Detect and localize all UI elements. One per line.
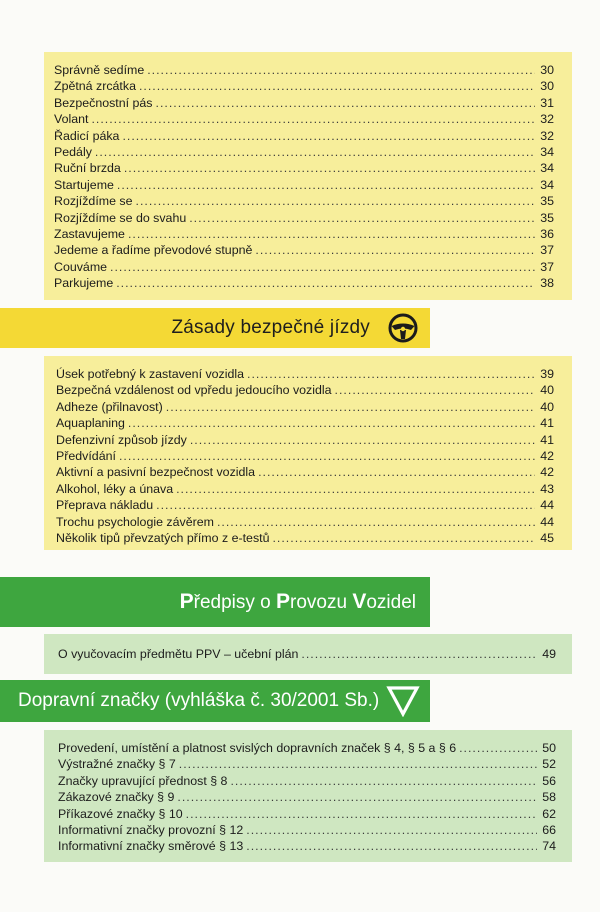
section-band-ppv xyxy=(0,577,430,627)
toc-entry xyxy=(56,530,554,546)
toc-entry xyxy=(56,481,554,497)
toc-entry xyxy=(54,177,554,193)
toc-entry-page: 56 xyxy=(542,773,556,788)
toc-list-ppv xyxy=(58,646,556,662)
section-title-safe-driving: Zásady bezpečné jízdy xyxy=(171,317,370,338)
toc-entry-title: Bezpečná vzdálenost od vpředu jedoucího vozidla xyxy=(56,383,332,398)
toc-dot-leader xyxy=(95,144,535,160)
toc-entry-page: 43 xyxy=(540,481,554,496)
toc-entry-title: Ruční brzda xyxy=(54,161,121,176)
toc-entry-page: 36 xyxy=(540,226,554,241)
toc-entry xyxy=(56,399,554,415)
toc-dot-leader xyxy=(124,160,535,176)
toc-entry xyxy=(54,95,554,111)
toc-entry-title: Předvídání xyxy=(56,448,116,463)
toc-entry-page: 66 xyxy=(542,822,556,837)
toc-dot-leader xyxy=(122,128,535,144)
toc-entry-title: Couváme xyxy=(54,259,108,274)
toc-entry-page: 31 xyxy=(540,95,554,110)
toc-entry-page: 45 xyxy=(540,530,554,545)
warning-triangle-icon xyxy=(386,685,420,717)
toc-entry xyxy=(54,144,554,160)
toc-entry xyxy=(54,259,554,275)
toc-entry-title: Přeprava nákladu xyxy=(56,498,154,513)
toc-entry-title: Příkazové značky § 10 xyxy=(58,806,183,821)
toc-entry-title: Defenzivní způsob jízdy xyxy=(56,432,187,447)
toc-entry xyxy=(54,193,554,209)
toc-entry-title: Zákazové značky § 9 xyxy=(58,790,175,805)
toc-entry-page: 34 xyxy=(540,177,554,192)
toc-entry-title: Řadicí páka xyxy=(54,128,120,143)
toc-entry-page: 35 xyxy=(540,210,554,225)
toc-entry-title: Zastavujeme xyxy=(54,226,125,241)
toc-entry-page: 30 xyxy=(540,79,554,94)
toc-entry-title: Rozjíždíme se do svahu xyxy=(54,210,187,225)
section-title-ppv-part: V xyxy=(352,590,367,613)
toc-entry xyxy=(54,111,554,127)
toc-entry-title: Adheze (přilnavost) xyxy=(56,399,163,414)
toc-dot-leader xyxy=(186,806,537,822)
toc-entry-title: Aktivní a pasivní bezpečnost vozidla xyxy=(56,465,256,480)
toc-dot-leader xyxy=(230,773,537,789)
section-band-traffic-signs xyxy=(0,680,430,722)
toc-entry-page: 35 xyxy=(540,194,554,209)
toc-entry-page: 50 xyxy=(542,741,556,755)
toc-entry-title: Provedení, umístění a platnost svislých dopravních značek § 4, § 5 a § 6 xyxy=(58,741,457,755)
toc-dot-leader xyxy=(166,399,535,415)
toc-dot-leader xyxy=(176,481,535,497)
toc-dot-leader xyxy=(246,822,537,838)
toc-entry xyxy=(54,62,554,78)
toc-entry-title: Informativní značky směrové § 13 xyxy=(58,839,244,854)
toc-entry-title: Informativní značky provozní § 12 xyxy=(58,822,244,837)
toc-dot-leader xyxy=(272,530,535,546)
toc-entry-page: 41 xyxy=(540,432,554,447)
toc-entry-title: Výstražné značky § 7 xyxy=(58,757,176,772)
toc-dot-leader xyxy=(255,242,535,258)
toc-entry-page: 40 xyxy=(540,399,554,414)
toc-entry-title: Aquaplaning xyxy=(56,416,125,431)
toc-dot-leader xyxy=(156,95,535,111)
toc-dot-leader xyxy=(258,464,535,480)
toc-entry-page: 32 xyxy=(540,112,554,127)
toc-entry-page: 38 xyxy=(540,276,554,291)
toc-dot-leader xyxy=(119,448,535,464)
toc-entry-title: Volant xyxy=(54,112,89,127)
toc-entry-page: 44 xyxy=(540,514,554,529)
toc-dot-leader xyxy=(190,432,535,448)
toc-entry-page: 52 xyxy=(542,757,556,772)
steering-wheel-icon xyxy=(388,313,418,343)
toc-entry-page: 34 xyxy=(540,161,554,176)
toc-entry xyxy=(58,756,556,772)
toc-entry xyxy=(56,432,554,448)
toc-entry-page: 42 xyxy=(540,465,554,480)
toc-entry xyxy=(58,806,556,822)
toc-entry xyxy=(54,78,554,94)
toc-entry-title: Několik tipů převzatých přímo z e-testů xyxy=(56,530,270,545)
toc-dot-leader xyxy=(301,646,537,662)
toc-entry xyxy=(58,822,556,838)
section-title-ppv-part: ozidel xyxy=(366,592,416,613)
toc-entry xyxy=(56,497,554,513)
section-title-ppv-part: rovozu xyxy=(290,592,353,613)
toc-dot-leader xyxy=(156,497,535,513)
toc-dot-leader xyxy=(179,756,537,772)
toc-entry-page: 32 xyxy=(540,128,554,143)
toc-entry-title: Zpětná zrcátka xyxy=(54,79,136,94)
toc-entry xyxy=(58,789,556,805)
toc-entry-page: 40 xyxy=(540,383,554,398)
toc-entry-page: 49 xyxy=(542,647,556,661)
toc-entry xyxy=(58,740,556,756)
toc-list-vehicle-control xyxy=(54,62,554,291)
toc-dot-leader xyxy=(117,177,535,193)
toc-dot-leader xyxy=(128,415,535,431)
toc-dot-leader xyxy=(147,62,535,78)
toc-entry-title: Alkohol, léky a únava xyxy=(56,481,174,496)
toc-entry-title: Správně sedíme xyxy=(54,63,145,77)
toc-dot-leader xyxy=(217,514,535,530)
section-title-ppv-part: P xyxy=(179,590,194,613)
toc-dot-leader xyxy=(247,366,535,382)
toc-dot-leader xyxy=(116,275,535,291)
toc-entry-title: Rozjíždíme se xyxy=(54,194,133,209)
toc-entry xyxy=(58,838,556,854)
toc-entry xyxy=(56,415,554,431)
toc-entry xyxy=(54,275,554,291)
section-title-ppv-part: P xyxy=(276,590,291,613)
toc-entry xyxy=(56,448,554,464)
toc-entry-page: 34 xyxy=(540,144,554,159)
section-band-safe-driving xyxy=(0,308,430,348)
section-title-traffic-signs: Dopravní značky (vyhláška č. 30/2001 Sb.) xyxy=(18,690,380,711)
section-title-ppv-part: ředpisy o xyxy=(193,592,276,613)
toc-entry-title: O vyučovacím předmětu PPV – učební plán xyxy=(58,647,299,661)
toc-entry-page: 44 xyxy=(540,498,554,513)
toc-entry-page: 42 xyxy=(540,448,554,463)
toc-entry-page: 74 xyxy=(542,839,556,854)
toc-dot-leader xyxy=(459,740,537,756)
toc-entry xyxy=(54,242,554,258)
toc-entry-page: 62 xyxy=(542,806,556,821)
toc-entry-title: Značky upravující přednost § 8 xyxy=(58,773,228,788)
toc-dot-leader xyxy=(136,193,535,209)
toc-entry-page: 41 xyxy=(540,416,554,431)
toc-entry-page: 39 xyxy=(540,367,554,381)
toc-dot-leader xyxy=(139,78,535,94)
toc-entry-page: 30 xyxy=(540,63,554,77)
toc-list-traffic-signs xyxy=(58,740,556,855)
toc-entry xyxy=(56,514,554,530)
toc-dot-leader xyxy=(246,838,537,854)
toc-entry xyxy=(54,226,554,242)
toc-entry-title: Startujeme xyxy=(54,177,114,192)
toc-entry xyxy=(54,128,554,144)
toc-list-safe-driving xyxy=(56,366,554,546)
toc-entry-title: Bezpečnostní pás xyxy=(54,95,153,110)
toc-dot-leader xyxy=(91,111,535,127)
toc-dot-leader xyxy=(189,210,535,226)
toc-entry xyxy=(56,382,554,398)
toc-dot-leader xyxy=(335,382,535,398)
toc-dot-leader xyxy=(128,226,535,242)
toc-entry-page: 37 xyxy=(540,243,554,258)
toc-entry xyxy=(56,464,554,480)
toc-entry-title: Trochu psychologie závěrem xyxy=(56,514,214,529)
toc-entry-page: 37 xyxy=(540,259,554,274)
toc-dot-leader xyxy=(177,789,537,805)
toc-entry xyxy=(54,210,554,226)
toc-entry-page: 58 xyxy=(542,790,556,805)
toc-entry xyxy=(58,646,556,662)
toc-entry xyxy=(54,160,554,176)
toc-entry xyxy=(56,366,554,382)
toc-entry-title: Pedály xyxy=(54,144,92,159)
toc-entry xyxy=(58,773,556,789)
toc-dot-leader xyxy=(110,259,535,275)
section-title-ppv xyxy=(180,590,416,614)
toc-entry-title: Parkujeme xyxy=(54,276,114,291)
toc-entry-title: Jedeme a řadíme převodové stupně xyxy=(54,243,253,258)
toc-entry-title: Úsek potřebný k zastavení vozidla xyxy=(56,367,245,381)
